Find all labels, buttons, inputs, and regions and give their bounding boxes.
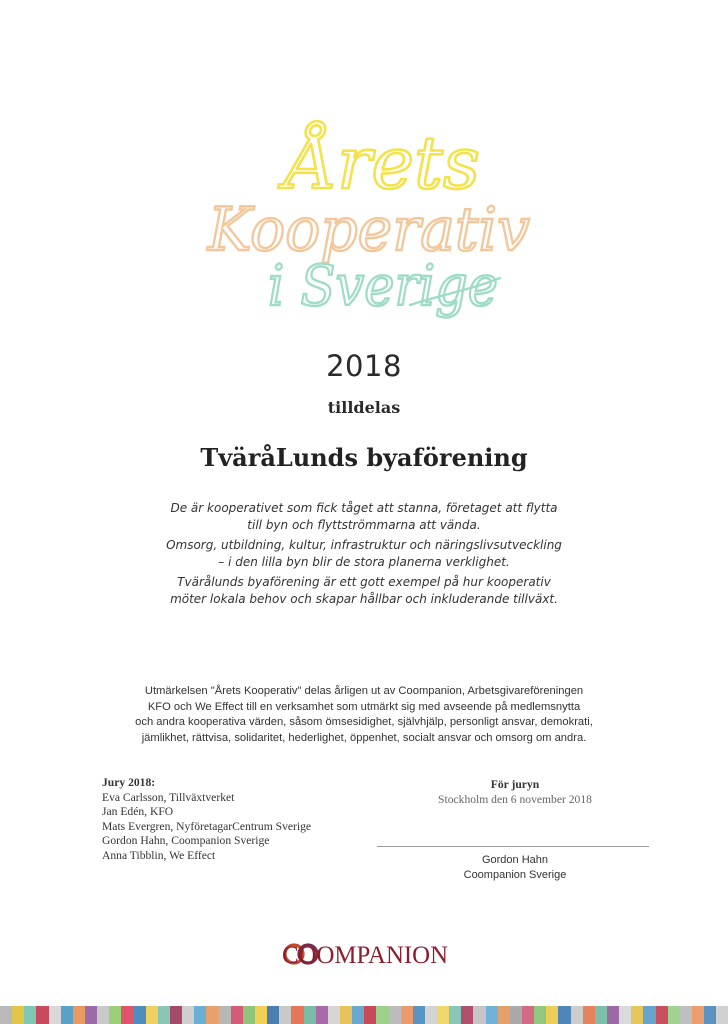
stripe-segment [668,1006,680,1024]
stripe-segment [0,1006,12,1024]
stripe-segment [534,1006,546,1024]
stripe-segment [583,1006,595,1024]
stripe-segment [85,1006,97,1024]
stripe-segment [716,1006,728,1024]
stripe-segment [219,1006,231,1024]
stripe-segment [279,1006,291,1024]
citation-line: Omsorg, utbildning, kultur, infrastruktur och näringslivsutveckling [166,538,562,552]
citation-line: De är kooperativet som fick tåget att stanna, företaget att flytta [170,501,558,515]
jury-member: Gordon Hahn, Coompanion Sverige [102,834,270,848]
stripe-segment [461,1006,473,1024]
signing-block [420,778,610,807]
stripe-segment [255,1006,267,1024]
recipient-name: TväråLunds byaförening [200,443,528,472]
citation-text [120,500,608,607]
logo-line-i-sverige [268,254,500,319]
stripe-segment [121,1006,133,1024]
coompanion-logo [280,936,450,970]
stripe-segment [291,1006,303,1024]
signing-place-date: Stockholm den 6 november 2018 [438,792,592,806]
stripe-segment [473,1006,485,1024]
stripe-segment [146,1006,158,1024]
stripe-segment [304,1006,316,1024]
stripe-segment [522,1006,534,1024]
citation-line: – i den lilla byn blir de stora planerna verklighet. [218,554,510,569]
logo-line-arets [278,120,480,205]
stripe-segment [619,1006,631,1024]
stripe-segment [571,1006,583,1024]
award-year: 2018 [326,349,402,383]
stripe-segment [36,1006,48,1024]
info-line: KFO och We Effect till en verksamhet som utmärkt sig med avseende på medlemsnytta [147,700,581,713]
info-line: jämlikhet, rättvisa, solidaritet, hederlighet, öppenhet, socialt ansvar och omsorg om andra. [141,731,587,744]
stripe-segment [170,1006,182,1024]
jury-member: Mats Evergren, NyföretagarCentrum Sverige [102,819,312,833]
stripe-segment [449,1006,461,1024]
svg-text:COOMPANION: COOMPANION [282,942,448,969]
stripe-segment [413,1006,425,1024]
stripe-segment [267,1006,279,1024]
stripe-segment [194,1006,206,1024]
stripe-segment [401,1006,413,1024]
stripe-segment [109,1006,121,1024]
jury-member: Jan Edén, KFO [102,805,174,819]
stripe-segment [316,1006,328,1024]
stripe-segment [206,1006,218,1024]
signer-block [420,853,610,883]
signer-organization: Coompanion Sverige [463,868,567,881]
jury-heading: Jury 2018: [102,776,156,789]
stripe-segment [49,1006,61,1024]
stripe-segment [498,1006,510,1024]
signature-line [377,846,649,847]
stripe-segment [352,1006,364,1024]
stripe-segment [437,1006,449,1024]
arets-kooperativ-logo [200,100,540,340]
stripe-segment [376,1006,388,1024]
stripe-segment [73,1006,85,1024]
citation-line: till byn och flyttströmmarna att vända. [247,517,481,532]
stripe-segment [97,1006,109,1024]
stripe-segment [328,1006,340,1024]
stripe-segment [510,1006,522,1024]
stripe-segment [243,1006,255,1024]
signer-name: Gordon Hahn [481,854,549,866]
info-line: Utmärkelsen "Årets Kooperativ" delas årligen ut av Coompanion, Arbetsgivareföreningen [144,685,584,697]
stripe-segment [595,1006,607,1024]
stripe-segment [231,1006,243,1024]
svg-text:Årets: Årets [285,121,480,205]
stripe-segment [643,1006,655,1024]
awarded-label: tilldelas [327,398,401,417]
jury-list [102,776,311,864]
stripe-segment [364,1006,376,1024]
stripe-segment [24,1006,36,1024]
stripe-segment [680,1006,692,1024]
stripe-segment [631,1006,643,1024]
stripe-segment [486,1006,498,1024]
stripe-segment [389,1006,401,1024]
stripe-segment [558,1006,570,1024]
stripe-segment [340,1006,352,1024]
citation-line: möter lokala behov och skapar hållbar och inkluderande tillväxt. [170,591,558,606]
stripe-segment [61,1006,73,1024]
stripe-segment [656,1006,668,1024]
info-line: och andra kooperativa värden, såsom ömsesidighet, självhjälp, personligt ansvar, demokrati, [135,716,593,729]
stripe-segment [546,1006,558,1024]
stripe-segment [158,1006,170,1024]
citation-line: Tvärålunds byaförening är ett gott exempel på hur kooperativ [177,575,551,589]
stripe-segment [12,1006,24,1024]
signing-heading: För juryn [490,778,540,791]
svg-text:Kooperativ: Kooperativ [207,195,531,265]
jury-member: Anna Tibblin, We Effect [102,848,216,862]
stripe-segment [182,1006,194,1024]
stripe-segment [134,1006,146,1024]
svg-text:i Sverige: i Sverige [268,254,498,319]
color-stripe-footer [0,1006,728,1024]
stripe-segment [692,1006,704,1024]
stripe-segment [425,1006,437,1024]
stripe-segment [607,1006,619,1024]
jury-member: Eva Carlsson, Tillväxtverket [102,790,235,804]
award-info-text [120,684,608,746]
stripe-segment [704,1006,716,1024]
